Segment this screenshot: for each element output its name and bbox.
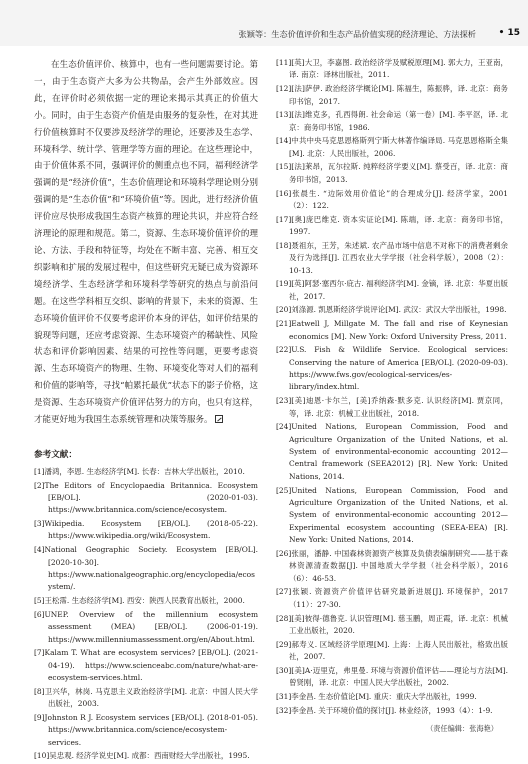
reference-item: [8]卫兴华，林岗. 马克思主义政治经济学[M]. 北京：中国人民大学出版社，2003. xyxy=(34,686,258,709)
reference-item: [27]张颖. 资源资产价值评估研究最新进展[J]. 环境保护，2017（11）：27-30. xyxy=(276,587,508,609)
page-number-dot: • xyxy=(498,28,505,38)
reference-item: [19][英]阿瑟·塞西尔·庇古. 福利经济学[M]. 金镝，译. 北京：华夏出版社，2017. xyxy=(276,279,508,301)
reference-item: [10]吴忠观. 经济学说史[M]. 成都：西南财经大学出版社，1995. xyxy=(34,751,250,761)
reference-list-left xyxy=(34,466,258,763)
references-title: 参考文献： xyxy=(34,449,77,460)
reference-item: [23][美]迪恩·卡尔兰，[美]乔纳森·默多克. 认识经济[M]. 贾京同，等，译. 北京：机械工业出版社，2018. xyxy=(276,396,508,418)
editor-note: （责任编辑：张海艳） xyxy=(426,724,498,733)
reference-item: [16]张晨生. “边际效用价值论”的合理成分[J]. 经济学家，2001（2）：122. xyxy=(276,188,508,210)
reference-item: [24]United Nations, European Commission, Food and Agriculture Organization of the United Nations, et al. System of environmental-economic accounting 2012—Central framework (SEEA2012) [R]. New York: United Nations, 2014. xyxy=(276,422,508,481)
reference-item: [21]Eatwell J, Millgate M. The fall and rise of Keynesian economics [M]. New York: Oxford University Press, 2011. xyxy=(276,319,508,341)
reference-item: [7]Kalam T. What are ecosystem services? [EB/OL]. (2021-04-19). https://www.scienceabc.com/nature/what-are-ecosystem-services.html. xyxy=(34,648,258,683)
reference-item: [15][法]莱昂，瓦尔拉斯. 纯粹经济学要义[M]. 蔡受百，译. 北京：商务印书馆，2013. xyxy=(276,162,508,184)
reference-item: [12][法]萨伊. 政治经济学概论[M]. 陈福生，陈振骅，译. 北京：商务印书馆，2017. xyxy=(276,84,508,106)
reference-item: [29]郝寿义. 区域经济学原理[M]. 上海：上海人民出版社，格致出版社，2007. xyxy=(276,639,508,662)
reference-item: [4]National Geographic Society. Ecosystem [EB/OL]. [2020-10-30]. https://www.nationalgeographic.org/encyclopedia/ecosystem/. xyxy=(34,545,258,592)
reference-item: [1]潘鸿，李恩. 生态经济学[M]. 长春：吉林大学出版社，2010. xyxy=(34,466,245,476)
reference-item: [11][英]大卫，李嘉图. 政治经济学及赋税原理[M]. 郭大力，王亚南，译. 南京：译林出版社，2011. xyxy=(276,58,508,80)
reference-item: [20]刘涤源. 凯恩斯经济学说评论[M]. 武汉：武汉大学出版社，1998. xyxy=(276,305,507,315)
reference-item: [28][美]彼得·德鲁克. 认识管理[M]. 慈玉鹏，周正霞，译. 北京：机械工业出版社，2020. xyxy=(276,613,508,635)
reference-item: [32]李金昌. 关于环境价值的探讨[J]. 林业经济，1993（4）：1-9. xyxy=(276,705,493,715)
reference-item: [6]UNEP. Overview of the millennium ecosystem assessment (MEA) [EB/OL]. (2006-01-19). https://www.millenniumassessment.org/en/About.html. xyxy=(34,609,258,644)
reference-list-right xyxy=(276,57,508,717)
article-end-icon xyxy=(215,415,223,423)
reference-item: [13][法]维克多，孔西得朗. 社会命运（第一卷）[M]. 李平沤，译. 北京：商务印书馆，1986. xyxy=(276,110,508,132)
reference-item: [2]The Editors of Encyclopaedia Britannica. Ecosystem [EB/OL]. (2020-01-03). https://www.britannica.com/science/ecosystem. xyxy=(34,480,258,515)
running-header xyxy=(0,0,528,46)
reference-item: [26]张丽，潘静. 中国森林资源资产核算及负债表编制研究——基于森林资源清查数据[J]. 中国地质大学学报（社会科学版），2016（6）：46-53. xyxy=(276,548,508,583)
running-title: 张颖等：生态价值评价和生态产品价值实现的经济理论、方法探析 xyxy=(238,29,476,39)
reference-item: [17][奥]庞巴维克. 资本实证论[M]. 陈端，译. 北京：商务印书馆，1997. xyxy=(276,214,508,237)
right-column xyxy=(276,57,508,718)
reference-item: [5]王松霈. 生态经济学[M]. 西安：陕西人民教育出版社，2000. xyxy=(34,596,245,606)
reference-item: [18]聂祖东，王芳，朱述斌. 农产品市场中信息不对称下的消费者剩余及行为选择[J]. 江西农业大学学报（社会科学版），2008（2）：10-13. xyxy=(276,240,508,275)
reference-item: [25]United Nations, European Commission, Food and Agriculture Organization of the United Nations, et al. System of environmental-economic accounting 2012—Experimental ecosystem accounting (SEEA-EEA) [R]. New York: United Nations, 2014. xyxy=(276,485,508,545)
reference-item: [14]中共中央马克思恩格斯列宁斯大林著作编译局. 马克思恩格斯全集[M]. 北京：人民出版社，2006. xyxy=(276,136,508,158)
left-column xyxy=(34,57,258,764)
reference-item: [31]李金昌. 生态价值论[M]. 重庆：重庆大学出版社，1999. xyxy=(276,691,477,701)
reference-item: [22]U.S. Fish & Wildlife Service. Ecological services: Conserving the nature of America [EB/OL]. (2020-09-03). https://www.fws.gov/ecological-services/es-library/index.html. xyxy=(276,345,508,392)
page-number xyxy=(499,28,520,38)
reference-item: [30][美]A·迈里克，弗里曼. 环境与资源价值评估——理论与方法[M]. 曾贤刚，译. 北京：中国人民大学出版社，2002. xyxy=(276,665,508,688)
body-paragraph xyxy=(34,57,258,429)
reference-item: [3]Wikipedia. Ecosystem [EB/OL]. (2018-05-22). https://www.wikipedia.org/wiki/Ecosystem. xyxy=(34,519,258,541)
body-paragraph-text: 在生态价值评价、核算中，也有一些问题需要讨论。第一，由于生态资产大多为公共物品，会产生外部效应。因此，在评价时必须依据一定的理论来揭示其真正的价值大小。同时，由于生态资产价值是由服务的复杂性，在对其进行价值核算时不仅要涉及经济学的理论，还要涉及生态学、环境科学、统计学、管理学等方面的理论。在这些理论中，由于价值体系不同，强调评价的侧重点也不同，福利经济学强调的是“经济价值”，生态价值理论和环境科学理论则分别强调的是“生态价值”和“环境价值”等。因此，进行经济价值评价应尽快形成我国生态资产核算的理论共识，并应符合经济理论的原理和规范。第二，资源、生态环境价值评价的理论、方法、手段和特征等，均处在不断丰富、完善、相互交织影响和扩展的发展过程中，但这些研究无疑已成为资源环境经济学、生态经济学和环境科学等研究的热点与前沿问题。在这些学科相互交织、影响的背景下，未来的资源、生态环境价值评价不仅要考虑评价本身的评估，如评价结果的貌现等问题，还应考虑资源、生态环境资产的稀缺性、风险状态和评价影响因素、结果的可控性等问题，更要考虑资源、生态环境资产的物理、生物、环境变化等对人们的福利和价值的影响等，寻找“帕累托最优”状态下的影子价格，这是资源、生态环境资产价值评估努力的方向，也只有这样，才能更好地为我国生态系统管理和决策等服务。 xyxy=(34,60,258,426)
page-number-value: 15 xyxy=(507,28,520,38)
reference-item: [9]Johnston R J. Ecosystem services [EB/OL]. (2018-01-05). https://www.britannica.com/science/ecosystem-services. xyxy=(34,712,258,747)
